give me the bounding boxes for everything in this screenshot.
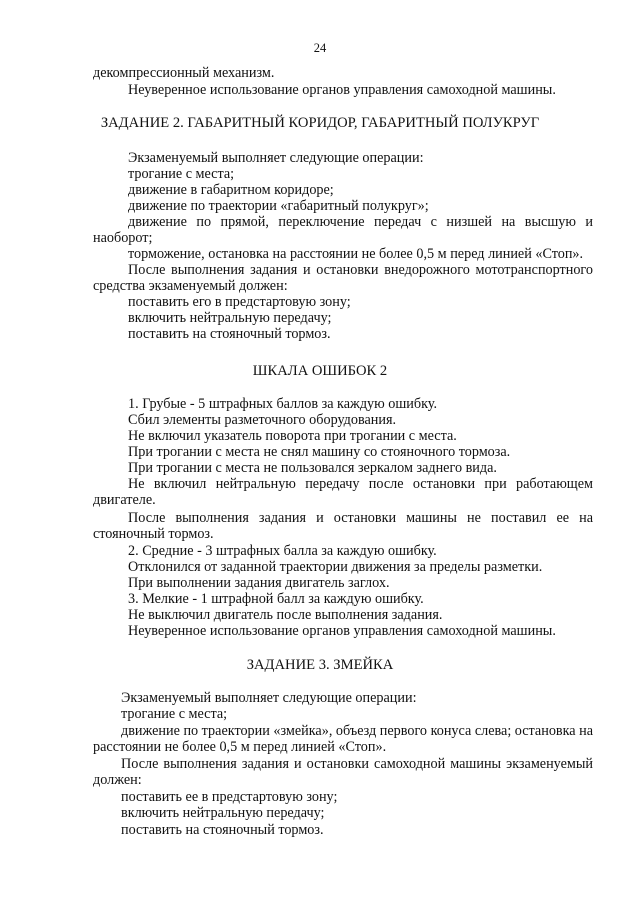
text-line: Не включил нейтральную передачу после остановки при работающем — [128, 476, 593, 492]
text-line: включить нейтральную передачу; — [121, 805, 325, 821]
text-line: движение по траектории «змейка», объезд первого конуса слева; остановка на — [121, 723, 594, 739]
text-line: После выполнения задания и остановки машины не поставил ее на — [128, 510, 593, 526]
text-line: Сбил элементы разметочного оборудования. — [128, 412, 397, 428]
text-line: двигателе. — [93, 492, 156, 508]
text-line: Неуверенное использование органов управления самоходной машины. — [128, 82, 556, 98]
text-line: трогание с места; — [121, 706, 228, 722]
text-line: поставить его в предстартовую зону; — [128, 294, 351, 310]
text-line: При трогании с места не снял машину со стояночного тормоза. — [128, 444, 511, 460]
text-line: 1. Грубые - 5 штрафных баллов за каждую ошибку. — [128, 396, 438, 412]
text-line: должен: — [93, 772, 142, 788]
text-line: наоборот; — [93, 230, 153, 246]
text-line: движение по прямой, переключение передач с низшей на высшую и — [128, 214, 593, 230]
text-line: 3. Мелкие - 1 штрафной балл за каждую ошибку. — [128, 591, 424, 607]
text-line: поставить на стояночный тормоз. — [121, 822, 324, 838]
text-line: декомпрессионный механизм. — [93, 65, 275, 81]
text-line: Отклонился от заданной траектории движения за пределы разметки. — [128, 559, 543, 575]
text-line: стояночный тормоз. — [93, 526, 214, 542]
errors2-heading: ШКАЛА ОШИБОК 2 — [252, 363, 388, 379]
text-line: Экзаменуемый выполняет следующие операции: — [128, 150, 424, 166]
page-number: 24 — [313, 41, 327, 55]
text-line: После выполнения задания и остановки самоходной машины экзаменуемый — [121, 756, 593, 772]
text-line: Не выключил двигатель после выполнения задания. — [128, 607, 443, 623]
text-line: включить нейтральную передачу; — [128, 310, 332, 326]
text-line: трогание с места; — [128, 166, 235, 182]
text-line: Не включил указатель поворота при трогании с места. — [128, 428, 457, 444]
task3-heading: ЗАДАНИЕ 3. ЗМЕЙКА — [246, 657, 394, 673]
task2-heading: ЗАДАНИЕ 2. ГАБАРИТНЫЙ КОРИДОР, ГАБАРИТНЫЙ ПОЛУКРУГ — [100, 115, 540, 131]
text-line: После выполнения задания и остановки внедорожного мототранспортного — [128, 262, 593, 278]
text-line: движение в габаритном коридоре; — [128, 182, 334, 198]
text-line: торможение, остановка на расстоянии не более 0,5 м перед линией «Стоп». — [128, 246, 584, 262]
text-line: 2. Средние - 3 штрафных балла за каждую ошибку. — [128, 543, 437, 559]
text-line: Экзаменуемый выполняет следующие операции: — [121, 690, 417, 706]
text-line: поставить на стояночный тормоз. — [128, 326, 331, 342]
text-line: расстоянии не более 0,5 м перед линией «Стоп». — [93, 739, 387, 755]
text-line: Неуверенное использование органов управления самоходной машины. — [128, 623, 556, 639]
text-line: При выполнении задания двигатель заглох. — [128, 575, 390, 591]
text-line: поставить ее в предстартовую зону; — [121, 789, 338, 805]
text-line: средства экзаменуемый должен: — [93, 278, 288, 294]
text-line: движение по траектории «габаритный полукруг»; — [128, 198, 429, 214]
text-line: При трогании с места не пользовался зеркалом заднего вида. — [128, 460, 497, 476]
